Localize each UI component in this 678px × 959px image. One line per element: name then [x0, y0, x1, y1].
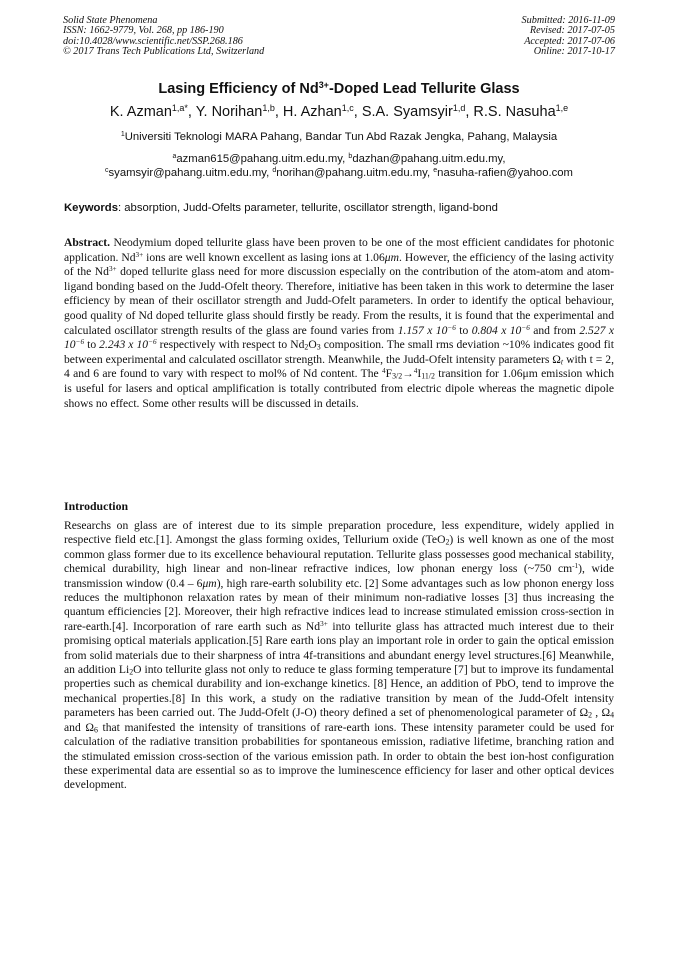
author-list: K. Azman$^{1,a*}$, Y. Norihan$^{1,b}$, H. Azhan$^{1,c}$, S.A. Syamsyir$^{1,d}$, R.S. Nasuha$^{1,e}$ [109, 103, 569, 120]
introduction-paragraph: Researchs on glass are of interest due to its simple preparation procedure, less expenditure, widely applied in respective field etc.[1]. Amongst the glass forming oxides, Tellurium oxide (TeO$_2$) is well known as one of the most common glass former due to its excellence behavioural reputation. Tellurite glass possesses good mechanical stability, chemical durability, high linear and non-linear refractive indices, low phonan energy loss (~750 $cm^{-1}$), wide transmission window (0.4 – 6μm), high rare-earth solubility etc. [2] Some advantages such as low phonon energy loss reduces the multiphonon relaxation rates by mean of their minimum non-radiative losses [3] thus increasing the quantum efficiencies [2]. Moreover, their high refractive indices lead to increase stimulated emission cross-section in rare-earth.[4]. Incorporation of rare earth such as $Nd^{3+}$ into tellurite glass has attracted much interest due to their promising optical materials application.[5] Rare earth ions play an important role in order to gain the optical emission from solid materials due to their sharpness of intra 4f-transitions and abundant energy level structures.[6] Meanwhile, an addition $Li_2O$ into tellurite glass not only to reduce te glass forming temperature [7] but to improve its fundamental properties such as chemical durability and ion-exchange kinetics. [8] Hence, an addition of PbO, tend to improve the mechanical properties.[8] In this work, a study on the radiative transition by mean of the Judd-Ofelt intensity parameters has been carried out. The Judd-Ofelt (J-O) theory defined a set of phenomenological parameter of $\Omega_2$ , $\Omega_4$ and $\Omega_6$ that manifested the intensity of transitions of rare-earth ions. These intensity parameter could be used for calculation of the radiative transition probabilities for spontaneous emission, radiative lifetime, branching ration and the stimulated emission cross-section of the various emission path. In order to obtain the best ion-host configuration these experimental data are essential so as to improve the luminescence efficiency for laser and other optical devices development. [64, 519, 615, 792]
abstract-label: Abstract. [64, 236, 111, 249]
date-submitted: Submitted: 2016-11-09 [521, 15, 615, 26]
author: R.S. Nasuha$^{1,e}$ [473, 103, 569, 120]
email: $^e$nasuha-rafien@yahoo.com [433, 167, 573, 179]
journal-info [63, 16, 264, 58]
value-exp-max: 0.804 x $10^{-6}$ [471, 323, 530, 337]
abstract: Abstract. Neodymium doped tellurite glass have been proven to be one of the most efficient candidates for photonic application. $Nd^{3+}$ ions are well known excellent as lasing ions at 1.06μm. However, the efficiency of the lasing activity of the $Nd^{3+}$ doped tellurite glass need for more discussion especially on the contribution of the atom-atom and atom-ligand bonding based on the Judd-Ofelt theory. Therefore, initiative has been taken in this work to determine the laser efficiency by mean of their oscillator strength and Judd-Ofelt parameters. In order to identify the optical behaviour, good quality of Nd doped tellurite glass should firstly be ready. From the results, it is found that the experimental and calculated oscillator strength results of the glass are found varies from 1.157 x $10^{-6}$ to 0.804 x $10^{-6}$ and from 2.527 x $10^{-6}$ to 2.243 x $10^{-6}$ respectively with respect to $Nd_2O_3$ composition. The small rms deviation ~10% indicates good fit between experimental and calculated oscillator strength. Meanwhile, the Judd-Ofelt intensity parameters $\Omega_t$ with t = 2, 4 and 6 are found to vary with respect to mol% of Nd content. The $^4F_{3/2}\to^4I_{11/2}$ transition for 1.06μm emission which is useful for lasers and optical amplification is totally contributed from electric dipole whereas the magnetic dipole shows no effect. Some other results will be discussed in details. [64, 236, 614, 410]
section-heading-introduction: Introduction [64, 499, 129, 513]
value-cal-max: 2.243 x $10^{-6}$ [99, 338, 157, 352]
keywords [64, 202, 616, 214]
email: $^a$azman615@pahang.uitm.edu.my [172, 153, 343, 165]
date-accepted: Accepted: 2017-07-06 [524, 35, 615, 47]
keywords-text: : absorption, Judd-Ofelts parameter, tellurite, oscillator strength, ligand-bond [118, 202, 498, 214]
date-revised: Revised: 2017-07-05 [529, 25, 615, 37]
journal-copyright: © 2017 Trans Tech Publications Ltd, Switzerland [63, 46, 265, 58]
keywords-label: Keywords [64, 202, 118, 214]
author: S.A. Syamsyir$^{1,d}$ [361, 103, 466, 120]
value-cal-min: 2.527 x $10^{-6}$ [64, 323, 614, 352]
author-emails: $^a$azman615@pahang.uitm.edu.my, $^b$dazhan@pahang.uitm.edu.my, $^c$syamsyir@pahang.uitm.edu.my, $^d$norihan@pahang.uitm.edu.my, $^e$nasuha-rafien@yahoo.com [105, 153, 573, 179]
affiliation: $^1$Universiti Teknologi MARA Pahang, Bandar Tun Abd Razak Jengka, Pahang, Malaysia [120, 131, 558, 143]
journal-issn: ISSN: 1662-9779, Vol. 268, pp 186-190 [63, 25, 224, 37]
author: Y. Norihan$^{1,b}$ [195, 103, 275, 120]
author: K. Azman$^{1,a*}$ [109, 103, 188, 120]
author: H. Azhan$^{1,c}$ [282, 103, 354, 120]
email: $^d$norihan@pahang.uitm.edu.my [272, 167, 427, 179]
journal-name: Solid State Phenomena [63, 15, 158, 26]
email: $^c$syamsyir@pahang.uitm.edu.my [105, 167, 267, 179]
publication-dates [522, 16, 615, 58]
email: $^b$dazhan@pahang.uitm.edu.my [348, 153, 503, 165]
journal-doi: doi:10.4028/www.scientific.net/SSP.268.186 [63, 35, 243, 47]
date-online: Online: 2017-10-17 [533, 46, 615, 58]
paper-title: Lasing Efficiency of $Nd^{3+}$-Doped Lead Tellurite Glass [158, 80, 520, 97]
value-exp-min: 1.157 x $10^{-6}$ [397, 323, 456, 337]
